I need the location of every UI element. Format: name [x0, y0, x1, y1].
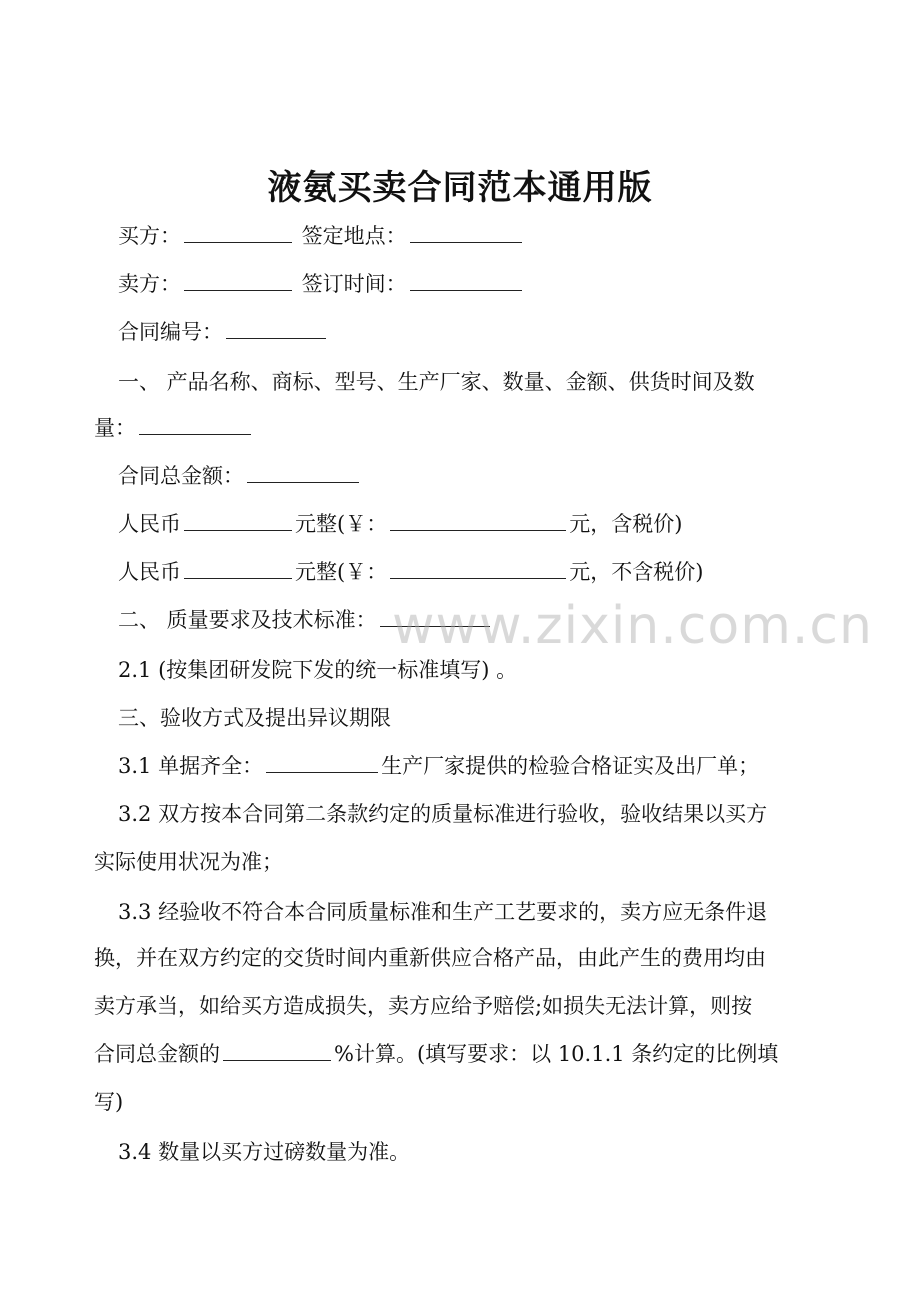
- quantity-label: 量：: [94, 416, 136, 440]
- rmb-label: 人民币: [118, 512, 181, 536]
- clause-3-3-line-1: 3.3 经验收不符合本合同质量标准和生产工艺要求的，卖方应无条件退: [118, 900, 768, 924]
- total-amount-line: [118, 462, 830, 490]
- total-amount-blank: [247, 462, 359, 483]
- clause-3-3-line-3: 卖方承当，如给买方造成损失，卖方应给予赔偿;如损失无法计算，则按: [94, 994, 753, 1018]
- rmb-label: 人民币: [118, 560, 181, 584]
- buyer-line: [118, 222, 830, 250]
- clause-3-3-line-2: 换，并在双方约定的交货时间内重新供应合格产品，由此产生的费用均由: [94, 946, 766, 970]
- watermark: www.zixin.com.cn: [392, 596, 873, 656]
- seller-blank: [184, 270, 292, 291]
- tax-inclusive-label: 元，含税价): [569, 512, 683, 536]
- percentage-blank: [223, 1040, 331, 1061]
- clause-3-3-line-4: [94, 1040, 830, 1068]
- rmb-amount-blank: [390, 558, 566, 579]
- section-1-heading: 一、 产品名称、商标、型号、生产厂家、数量、金额、供货时间及数: [118, 370, 755, 394]
- clause-3-3-amount-label: 合同总金额的: [94, 1042, 220, 1066]
- clause-3-1-text: 生产厂家提供的检验合格证实及出厂单；: [381, 754, 760, 778]
- yuan-label: 元整(￥：: [295, 512, 388, 536]
- buyer-label: 买方：: [118, 224, 181, 248]
- sign-time-blank: [410, 270, 522, 291]
- document-title: 液氨买卖合同范本通用版: [267, 168, 653, 208]
- clause-3-3-percentage-text: %计算。(填写要求：以 10.1.1 条约定的比例填: [334, 1042, 779, 1066]
- rmb-tax-inclusive-line: [118, 510, 830, 538]
- rmb-words-blank: [184, 558, 292, 579]
- section-2-label: 二、 质量要求及技术标准：: [118, 608, 377, 632]
- section-2-heading: [118, 606, 830, 634]
- total-amount-label: 合同总金额：: [118, 464, 244, 488]
- rmb-tax-exclusive-line: [118, 558, 830, 586]
- section-1-quantity-line: [94, 414, 830, 442]
- clause-3-1-label: 3.1 单据齐全：: [118, 754, 264, 778]
- seller-label: 卖方：: [118, 272, 181, 296]
- contract-no-line: [118, 318, 830, 346]
- section-2-blank: [380, 606, 490, 627]
- seller-line: [118, 270, 830, 298]
- contract-no-blank: [226, 318, 326, 339]
- buyer-blank: [184, 222, 292, 243]
- section-3-heading: 三、验收方式及提出异议期限: [118, 706, 391, 730]
- sign-place-blank: [410, 222, 522, 243]
- clause-3-1: [118, 752, 830, 780]
- rmb-amount-blank: [390, 510, 566, 531]
- clause-2-1: 2.1 (按集团研发院下发的统一标准填写) 。: [118, 658, 518, 682]
- clause-3-4: 3.4 数量以买方过磅数量为准。: [118, 1140, 411, 1164]
- quantity-blank: [139, 414, 251, 435]
- yuan-label: 元整(￥：: [295, 560, 388, 584]
- clause-3-2-line-1: 3.2 双方按本合同第二条款约定的质量标准进行验收，验收结果以买方: [118, 802, 768, 826]
- clause-3-3-line-5: 写): [94, 1090, 124, 1114]
- sign-place-label: 签定地点：: [301, 224, 407, 248]
- tax-exclusive-label: 元，不含税价): [569, 560, 704, 584]
- rmb-words-blank: [184, 510, 292, 531]
- contract-no-label: 合同编号：: [118, 320, 223, 344]
- clause-3-1-blank: [266, 752, 378, 773]
- sign-time-label: 签订时间：: [301, 272, 407, 296]
- clause-3-2-line-2: 实际使用状况为准；: [94, 850, 283, 874]
